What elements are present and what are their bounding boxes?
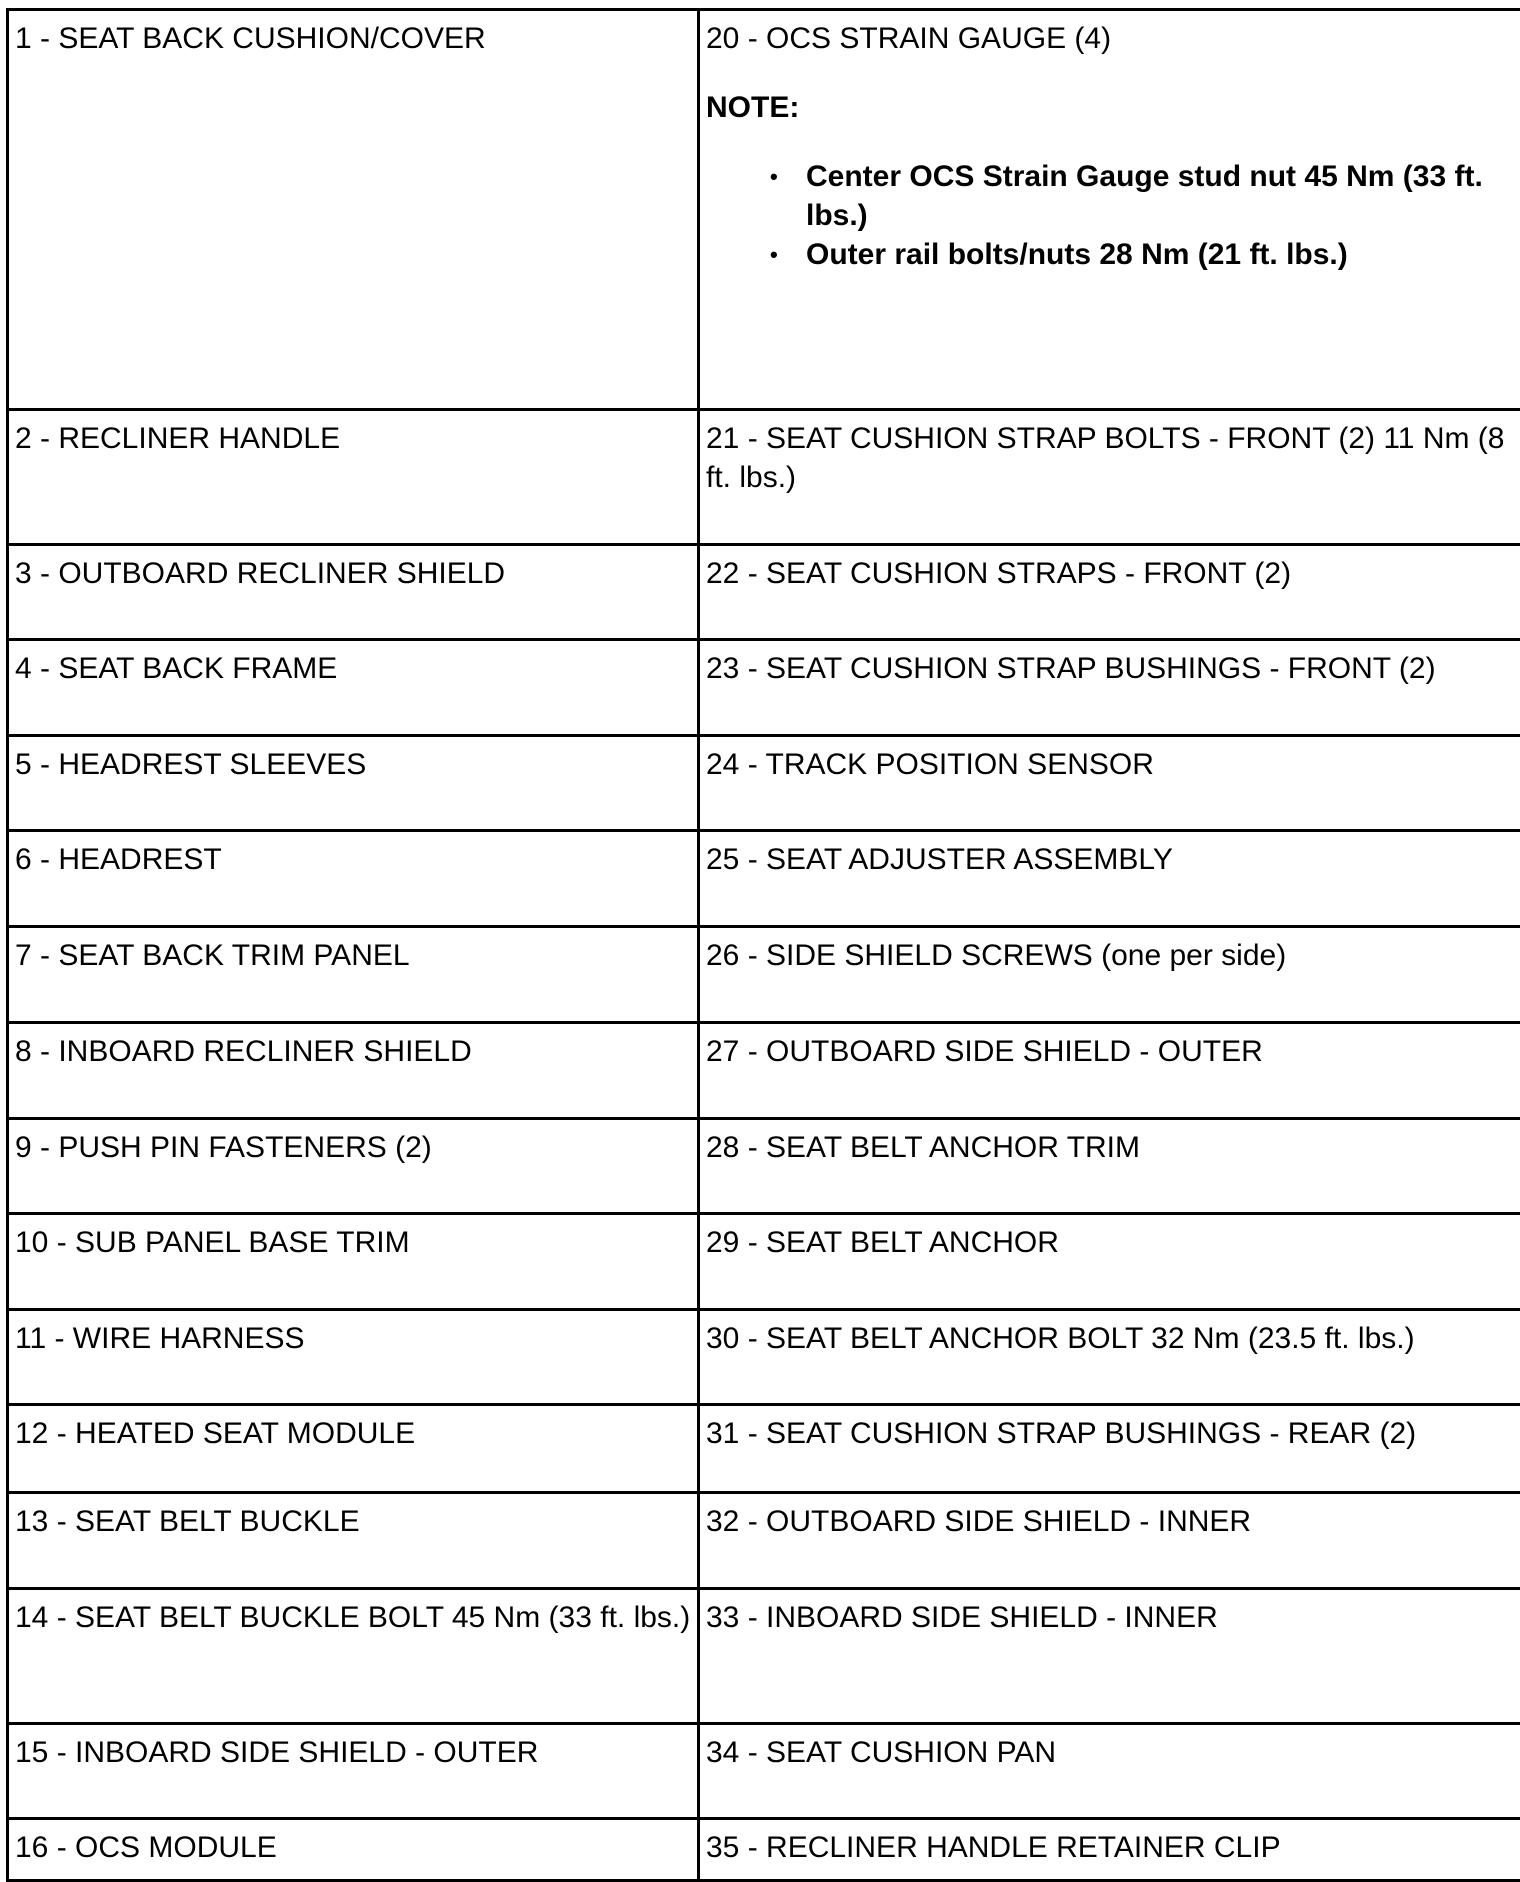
part-label: 4 - SEAT BACK FRAME — [15, 652, 337, 685]
part-label: 3 - OUTBOARD RECLINER SHIELD — [15, 557, 505, 590]
part-cell-right — [699, 1724, 1520, 1819]
part-cell-right — [699, 1589, 1520, 1724]
table-row — [8, 640, 1520, 736]
part-cell-left — [8, 1493, 699, 1589]
part-label: 16 - OCS MODULE — [15, 1831, 277, 1864]
part-cell-left — [8, 1119, 699, 1214]
note-item: • Outer rail bolts/nuts 28 Nm (21 ft. lbs.) — [806, 235, 1520, 274]
part-cell-right — [699, 545, 1520, 640]
part-label: 9 - PUSH PIN FASTENERS (2) — [15, 1131, 432, 1164]
part-label: 1 - SEAT BACK CUSHION/COVER — [15, 22, 486, 55]
part-cell-left — [8, 1819, 699, 1881]
part-cell-left — [8, 1023, 699, 1119]
part-label: 20 - OCS STRAIN GAUGE (4) — [706, 19, 1520, 58]
part-cell-left — [8, 1405, 699, 1493]
part-cell-right — [699, 736, 1520, 831]
part-cell-left — [8, 1724, 699, 1819]
part-cell-left — [8, 1589, 699, 1724]
note-label: NOTE: — [706, 88, 1520, 127]
table-row — [8, 1119, 1520, 1214]
part-label: 24 - TRACK POSITION SENSOR — [706, 748, 1154, 781]
part-label: 8 - INBOARD RECLINER SHIELD — [15, 1035, 472, 1068]
part-label: 35 - RECLINER HANDLE RETAINER CLIP — [706, 1831, 1281, 1864]
part-label: 11 - WIRE HARNESS — [15, 1322, 305, 1355]
part-label: 2 - RECLINER HANDLE — [15, 422, 340, 455]
part-label: 32 - OUTBOARD SIDE SHIELD - INNER — [706, 1505, 1251, 1538]
part-cell-left — [8, 545, 699, 640]
part-cell-left — [8, 1214, 699, 1310]
table-row — [8, 736, 1520, 831]
table-row — [8, 1310, 1520, 1405]
note-item: • Center OCS Strain Gauge stud nut 45 Nm (33 ft. lbs.) — [806, 157, 1520, 235]
part-label: 13 - SEAT BELT BUCKLE — [15, 1505, 360, 1538]
table-row — [8, 1023, 1520, 1119]
part-label: 12 - HEATED SEAT MODULE — [15, 1417, 415, 1450]
part-cell-right — [699, 1493, 1520, 1589]
table-row — [8, 10, 1520, 410]
part-label: 26 - SIDE SHIELD SCREWS (one per side) — [706, 939, 1286, 972]
part-cell-right — [699, 640, 1520, 736]
table-row — [8, 1214, 1520, 1310]
part-label: 29 - SEAT BELT ANCHOR — [706, 1226, 1059, 1259]
part-label: 33 - INBOARD SIDE SHIELD - INNER — [706, 1601, 1218, 1634]
table-row — [8, 1405, 1520, 1493]
part-cell-right — [699, 1405, 1520, 1493]
part-cell-left — [8, 927, 699, 1023]
part-label: 14 - SEAT BELT BUCKLE BOLT 45 Nm (33 ft. lbs.) — [15, 1601, 690, 1634]
part-label: 27 - OUTBOARD SIDE SHIELD - OUTER — [706, 1035, 1263, 1068]
table-row — [8, 831, 1520, 927]
part-label: 31 - SEAT CUSHION STRAP BUSHINGS - REAR (2) — [706, 1417, 1416, 1450]
part-cell-right — [699, 927, 1520, 1023]
table-row — [8, 545, 1520, 640]
part-cell-left — [8, 831, 699, 927]
table-row — [8, 1819, 1520, 1881]
part-label: 34 - SEAT CUSHION PAN — [706, 1736, 1056, 1769]
table-row — [8, 1724, 1520, 1819]
part-label: 28 - SEAT BELT ANCHOR TRIM — [706, 1131, 1140, 1164]
part-cell-right — [699, 10, 1520, 410]
part-label: 7 - SEAT BACK TRIM PANEL — [15, 939, 410, 972]
part-label: 23 - SEAT CUSHION STRAP BUSHINGS - FRONT (2) — [706, 652, 1436, 685]
part-label: 21 - SEAT CUSHION STRAP BOLTS - FRONT (2) 11 Nm (8 ft. lbs.) — [706, 422, 1505, 494]
parts-legend-table — [6, 8, 1520, 1882]
part-label: 15 - INBOARD SIDE SHIELD - OUTER — [15, 1736, 538, 1769]
part-label: 6 - HEADREST — [15, 843, 222, 876]
part-label: 30 - SEAT BELT ANCHOR BOLT 32 Nm (23.5 ft. lbs.) — [706, 1322, 1415, 1355]
part-label: 5 - HEADREST SLEEVES — [15, 748, 366, 781]
table-row — [8, 1493, 1520, 1589]
part-cell-left — [8, 640, 699, 736]
part-label: 10 - SUB PANEL BASE TRIM — [15, 1226, 410, 1259]
part-label: 22 - SEAT CUSHION STRAPS - FRONT (2) — [706, 557, 1291, 590]
table-row — [8, 410, 1520, 545]
part-cell-right — [699, 1214, 1520, 1310]
part-cell-right — [699, 1310, 1520, 1405]
part-cell-right — [699, 1023, 1520, 1119]
part-cell-right — [699, 831, 1520, 927]
part-cell-left — [8, 410, 699, 545]
part-cell-right — [699, 410, 1520, 545]
part-label: 25 - SEAT ADJUSTER ASSEMBLY — [706, 843, 1173, 876]
part-cell-right — [699, 1119, 1520, 1214]
part-cell-left — [8, 736, 699, 831]
table-row — [8, 1589, 1520, 1724]
table-row — [8, 927, 1520, 1023]
note-list — [706, 157, 1520, 274]
part-cell-left — [8, 1310, 699, 1405]
part-cell-right — [699, 1819, 1520, 1881]
part-cell-left — [8, 10, 699, 410]
